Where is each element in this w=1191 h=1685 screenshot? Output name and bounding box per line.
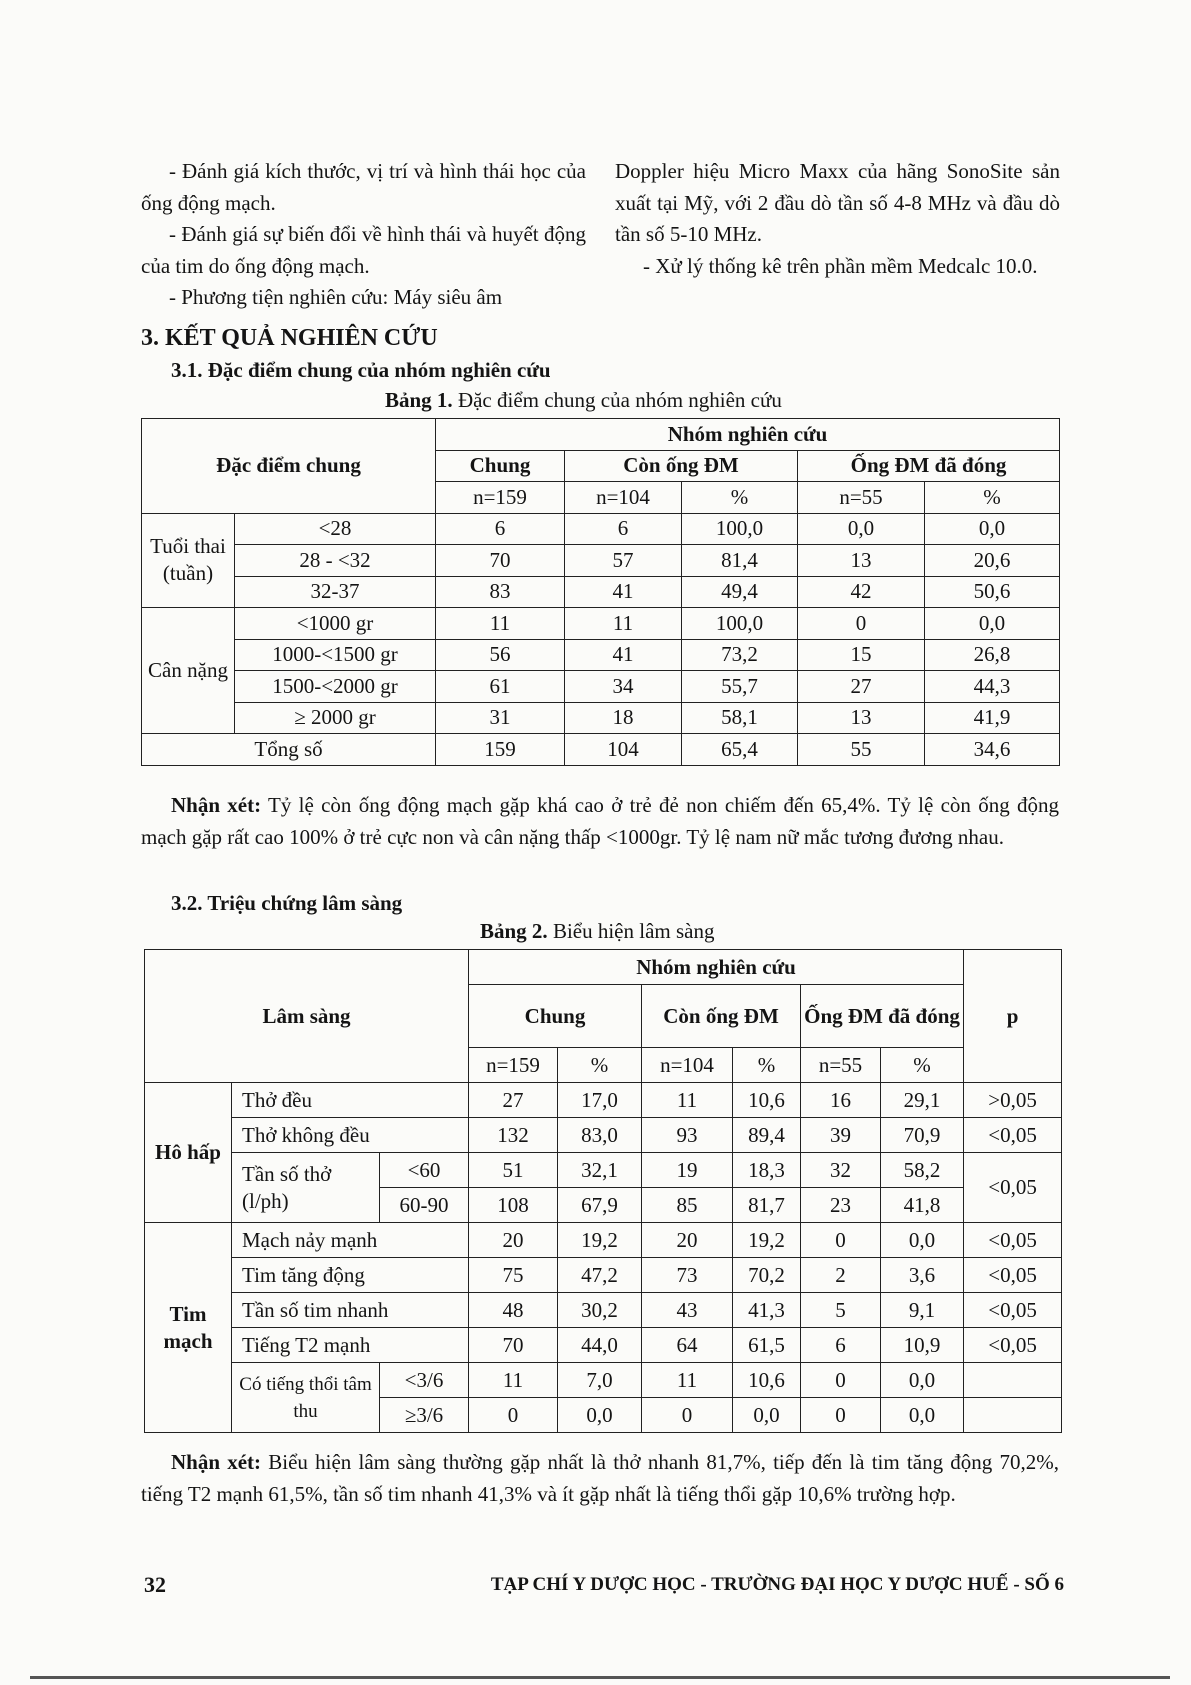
table-row [142,671,1060,703]
table-cell: 89,4 [733,1118,801,1153]
table-cell: 20 [469,1223,558,1258]
table-cell: 20 [642,1223,733,1258]
table-cell: 41,8 [881,1188,964,1223]
table2-caption-label: Bảng 2. [480,919,548,943]
table-cell: 39 [801,1118,881,1153]
table-cell: 0,0 [925,513,1060,545]
table-row [145,1083,1062,1118]
remark-label: Nhận xét: [171,1450,262,1474]
table-cell: 70 [436,545,565,577]
header-cell: n=104 [565,482,682,514]
table-cell: 6 [565,513,682,545]
table-cell: 41,3 [733,1293,801,1328]
header-cell: p [964,950,1062,1083]
table2-caption [480,919,715,944]
table-cell: 0 [801,1223,881,1258]
table-cell: <1000 gr [235,608,436,640]
table-cell: 55 [798,734,925,766]
header-cell: n=55 [801,1048,881,1083]
table-cell: 0 [801,1398,881,1433]
table-cell: 73,2 [682,639,798,671]
table-row [142,639,1060,671]
table-cell: 41 [565,639,682,671]
table-cell: Tổng số [142,734,436,766]
header-cell: % [881,1048,964,1083]
table-cell: 60-90 [380,1188,469,1223]
table-cell: 83,0 [558,1118,642,1153]
table-cell: 57 [565,545,682,577]
header-cell: % [733,1048,801,1083]
table-cell: 61,5 [733,1328,801,1363]
table-cell: Tần số tim nhanh [232,1293,469,1328]
table-row [142,608,1060,640]
subsection-heading: 3.2. Triệu chứng lâm sàng [171,891,403,915]
table-cell: 15 [798,639,925,671]
table-cell: 0,0 [558,1398,642,1433]
table-cell: <60 [380,1153,469,1188]
table-cell: 10,6 [733,1363,801,1398]
table2-caption-text: Biểu hiện lâm sàng [547,919,715,943]
table-row [142,545,1060,577]
table-cell: 32-37 [235,576,436,608]
remark-text: Tỷ lệ còn ống động mạch gặp khá cao ở trẻ đẻ non chiếm đến 65,4%. Tỷ lệ còn ống động mạch gặp rất cao 100% ở trẻ cực non và cân nặng thấp <1000gr. Tỷ lệ nam nữ mắc tương đương nhau. [141,793,1059,849]
table-row [145,1363,1062,1398]
table-cell: 26,8 [925,639,1060,671]
row-sub-label: Tần số thở (l/ph) [232,1153,380,1223]
header-cell: % [682,482,798,514]
table-cell: 43 [642,1293,733,1328]
table-cell: 20,6 [925,545,1060,577]
table-row [145,1328,1062,1363]
intro-paragraph: - Đánh giá sự biến đổi về hình thái và huyết động của tim do ống động mạch. [141,222,586,278]
intro-paragraph: - Xử lý thống kê trên phần mềm Medcalc 10.0. [643,253,1038,278]
table-cell: 100,0 [682,608,798,640]
table-cell: 0,0 [881,1223,964,1258]
table-cell: 18,3 [733,1153,801,1188]
table-cell: 104 [565,734,682,766]
table-cell: Thở đều [232,1083,469,1118]
table-cell: <28 [235,513,436,545]
header-cell: % [558,1048,642,1083]
remark-paragraph [141,789,1059,853]
remark-label: Nhận xét: [171,793,262,817]
table1-caption-label: Bảng 1. [385,388,453,412]
table-cell: 0,0 [881,1363,964,1398]
table-cell: 31 [436,702,565,734]
intro-paragraph: - Đánh giá kích thước, vị trí và hình thái học của ống động mạch. [141,159,586,215]
table-cell: 6 [436,513,565,545]
table-cell: 64 [642,1328,733,1363]
table-cell: 27 [798,671,925,703]
table-cell: 0 [469,1398,558,1433]
header-cell: n=159 [436,482,565,514]
table-cell: 50,6 [925,576,1060,608]
page-number: 32 [144,1572,166,1597]
bottom-rule [30,1676,1170,1679]
table-cell: 47,2 [558,1258,642,1293]
table-cell: <0,05 [964,1328,1062,1363]
table-cell: 0,0 [925,608,1060,640]
table-row [145,1118,1062,1153]
table-cell: 5 [801,1293,881,1328]
table-row [145,1223,1062,1258]
table-cell: 10,6 [733,1083,801,1118]
table-cell: 132 [469,1118,558,1153]
table-cell: 13 [798,545,925,577]
row-sub-label: Có tiếng thổi tâm thu [232,1363,380,1433]
table-cell: 32,1 [558,1153,642,1188]
table-row [145,1293,1062,1328]
header-cell: Còn ống ĐM [565,450,798,482]
table-cell [964,1363,1062,1398]
table-cell: <0,05 [964,1293,1062,1328]
table-row [142,576,1060,608]
table-cell: <3/6 [380,1363,469,1398]
table1 [141,418,1060,766]
header-cell: n=55 [798,482,925,514]
table-cell: 19 [642,1153,733,1188]
table-cell: 58,2 [881,1153,964,1188]
table-cell: 83 [436,576,565,608]
table-cell: 93 [642,1118,733,1153]
table-cell: 85 [642,1188,733,1223]
table-cell: 44,0 [558,1328,642,1363]
table-cell: 19,2 [733,1223,801,1258]
header-cell: n=159 [469,1048,558,1083]
table-cell: 34,6 [925,734,1060,766]
table-cell: 18 [565,702,682,734]
table-cell: 58,1 [682,702,798,734]
table2 [144,949,1062,1433]
intro-right-column [615,156,1060,282]
journal-title: TẠP CHÍ Y DƯỢC HỌC - TRƯỜNG ĐẠI HỌC Y DƯỢC HUẾ - SỐ 6 [490,1574,1064,1595]
table-cell: 6 [801,1328,881,1363]
header-cell: Chung [436,450,565,482]
table-cell: 3,6 [881,1258,964,1293]
header-cell: Ống ĐM đã đóng [801,985,964,1048]
row-group-label: Tuổi thai (tuần) [142,513,235,608]
table-cell: 19,2 [558,1223,642,1258]
table-cell: ≥ 2000 gr [235,702,436,734]
table-cell: 30,2 [558,1293,642,1328]
row-group-label: Hô hấp [145,1083,232,1223]
table-cell: 32 [801,1153,881,1188]
table-cell: 48 [469,1293,558,1328]
header-cell: Còn ống ĐM [642,985,801,1048]
header-cell: Chung [469,985,642,1048]
table-cell: 70,2 [733,1258,801,1293]
remark-paragraph [141,1446,1059,1510]
table-cell: 73 [642,1258,733,1293]
table-cell: 11 [469,1363,558,1398]
table-cell: <0,05 [964,1223,1062,1258]
table-cell: 10,9 [881,1328,964,1363]
table-cell: 23 [801,1188,881,1223]
table-cell: 55,7 [682,671,798,703]
table1-caption [385,388,782,413]
table-cell: <0,05 [964,1118,1062,1153]
table-cell: 11 [642,1083,733,1118]
row-group-label: Cân nặng [142,608,235,734]
header-cell: Nhóm nghiên cứu [469,950,964,985]
table-cell: 0 [801,1363,881,1398]
table-row [142,702,1060,734]
table-cell: 41,9 [925,702,1060,734]
section-heading: 3. KẾT QUẢ NGHIÊN CỨU [141,325,438,351]
page-footer [144,1572,1064,1602]
table-total-row [142,734,1060,766]
table-cell: 29,1 [881,1083,964,1118]
table-cell: 0 [642,1398,733,1433]
intro-paragraph: Doppler hiệu Micro Maxx của hãng SonoSite sản xuất tại Mỹ, với 2 đầu dò tần số 4-8 MHz và đầu dò tần số 5-10 MHz. [615,159,1060,246]
table-cell: Thở không đều [232,1118,469,1153]
table-cell: <0,05 [964,1258,1062,1293]
table-row [145,1258,1062,1293]
table-cell: 0,0 [881,1398,964,1433]
table-cell: 2 [801,1258,881,1293]
table-cell: 65,4 [682,734,798,766]
table-cell: 75 [469,1258,558,1293]
header-cell: % [925,482,1060,514]
table-cell: 9,1 [881,1293,964,1328]
table-cell: 17,0 [558,1083,642,1118]
table-cell: 81,4 [682,545,798,577]
table-cell: 70,9 [881,1118,964,1153]
table-cell: Mạch nảy mạnh [232,1223,469,1258]
header-cell: Đặc điểm chung [142,419,436,514]
table-cell: 61 [436,671,565,703]
intro-paragraph: - Phương tiện nghiên cứu: Máy siêu âm [169,285,503,309]
table-cell: 56 [436,639,565,671]
table-cell: 0 [798,608,925,640]
intro-left-column [141,156,586,314]
subsection-heading: 3.1. Đặc điểm chung của nhóm nghiên cứu [171,358,551,382]
table-cell [964,1398,1062,1433]
table-cell: 49,4 [682,576,798,608]
table-cell: 100,0 [682,513,798,545]
table-row [145,1153,1062,1188]
table-cell: 44,3 [925,671,1060,703]
table-cell: 11 [565,608,682,640]
table-row [142,513,1060,545]
header-cell: Ống ĐM đã đóng [798,450,1060,482]
header-cell: Nhóm nghiên cứu [436,419,1060,451]
table-cell: 13 [798,702,925,734]
table-cell: 51 [469,1153,558,1188]
table-cell: ≥3/6 [380,1398,469,1433]
table-cell: 11 [642,1363,733,1398]
table-cell: <0,05 [964,1153,1062,1223]
header-cell: Lâm sàng [145,950,469,1083]
table1-caption-text: Đặc điểm chung của nhóm nghiên cứu [452,388,782,412]
table-cell: 1500-<2000 gr [235,671,436,703]
table-cell: 0,0 [733,1398,801,1433]
table-cell: 67,9 [558,1188,642,1223]
table-cell: 11 [436,608,565,640]
table-cell: 34 [565,671,682,703]
table-cell: 16 [801,1083,881,1118]
remark-text: Biểu hiện lâm sàng thường gặp nhất là thở nhanh 81,7%, tiếp đến là tim tăng động 70,2%, tiếng T2 mạnh 61,5%, tần số tim nhanh 41,3% và ít gặp nhất là tiếng thổi gặp 10,6% trường hợp. [141,1450,1059,1506]
table-cell: 159 [436,734,565,766]
table-cell: 1000-<1500 gr [235,639,436,671]
table-cell: >0,05 [964,1083,1062,1118]
table-cell: Tim tăng động [232,1258,469,1293]
table-cell: 7,0 [558,1363,642,1398]
table-cell: 28 - <32 [235,545,436,577]
table-cell: 27 [469,1083,558,1118]
table-cell: 0,0 [798,513,925,545]
header-cell: n=104 [642,1048,733,1083]
table-cell: 81,7 [733,1188,801,1223]
table-cell: 41 [565,576,682,608]
table-cell: 108 [469,1188,558,1223]
table-cell: 70 [469,1328,558,1363]
row-group-label: Tim mạch [145,1223,232,1433]
table-cell: 42 [798,576,925,608]
table-cell: Tiếng T2 mạnh [232,1328,469,1363]
